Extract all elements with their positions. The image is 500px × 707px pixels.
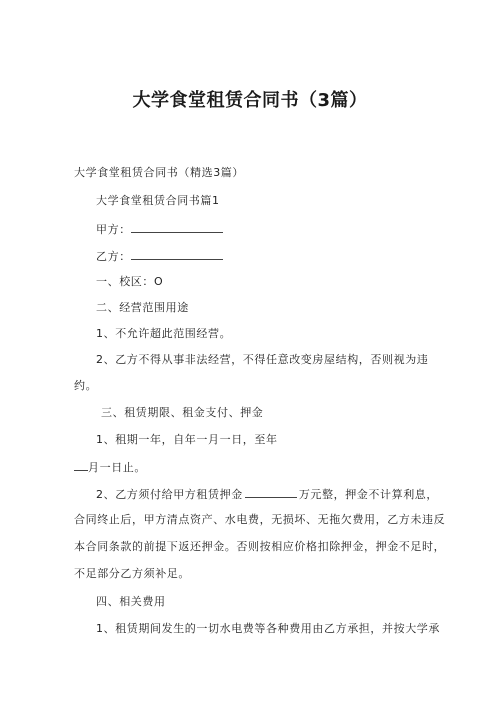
party-b-blank bbox=[131, 249, 223, 260]
party-a-label: 甲方： bbox=[96, 223, 131, 236]
clause-2-item-2-line-1: 2、乙方不得从事非法经营，不得任意改变房屋结构，否则视为违 bbox=[96, 353, 429, 366]
party-a-line bbox=[96, 222, 223, 237]
document-title: 大学食堂租赁合同书（3篇） bbox=[132, 90, 368, 111]
clause-1: 一、校区：O bbox=[96, 275, 164, 288]
clause-4-heading: 四、相关费用 bbox=[96, 595, 166, 608]
clause-3-item-2-tail: 万元整，押金不计算利息， bbox=[298, 488, 439, 501]
clause-3-heading: 三、租赁期限、租金支付、押金 bbox=[101, 406, 264, 419]
clause-3-item-2-line-2: 合同终止后，甲方清点资产、水电费，无损坏、无拖欠费用，乙方未违反 bbox=[74, 513, 446, 526]
clause-2-heading: 二、经营范围用途 bbox=[96, 301, 189, 314]
clause-3-item-2-head: 2、乙方须付给甲方租赁押金 bbox=[96, 488, 243, 501]
month-blank bbox=[74, 460, 88, 471]
clause-4-item-1-line-1: 1、租赁期间发生的一切水电费等各种费用由乙方承担，并按大学承 bbox=[96, 622, 440, 635]
section-heading: 大学食堂租赁合同书篇1 bbox=[96, 194, 220, 207]
clause-3-item-1-line-2-text: 月一日止。 bbox=[88, 461, 146, 474]
clause-3-item-1-line-1: 1、租期一年，自年一月一日，至年 bbox=[96, 433, 278, 446]
clause-3-item-1-line-2 bbox=[74, 460, 146, 475]
deposit-blank bbox=[245, 487, 297, 498]
clause-3-item-2-line-1 bbox=[96, 487, 438, 502]
party-a-blank bbox=[131, 222, 223, 233]
clause-3-item-2-line-3: 本合同条款的前提下返还押金。否则按相应价格扣除押金，押金不足时， bbox=[74, 540, 446, 553]
clause-2-item-2-line-2: 约。 bbox=[74, 379, 98, 392]
party-b-line bbox=[96, 249, 223, 264]
clause-3-item-2-line-4: 不足部分乙方须补足。 bbox=[74, 567, 190, 580]
party-b-label: 乙方： bbox=[96, 250, 131, 263]
clause-2-item-1: 1、不允许超此范围经营。 bbox=[96, 327, 232, 340]
intro-line: 大学食堂租赁合同书（精选3篇） bbox=[74, 166, 244, 179]
